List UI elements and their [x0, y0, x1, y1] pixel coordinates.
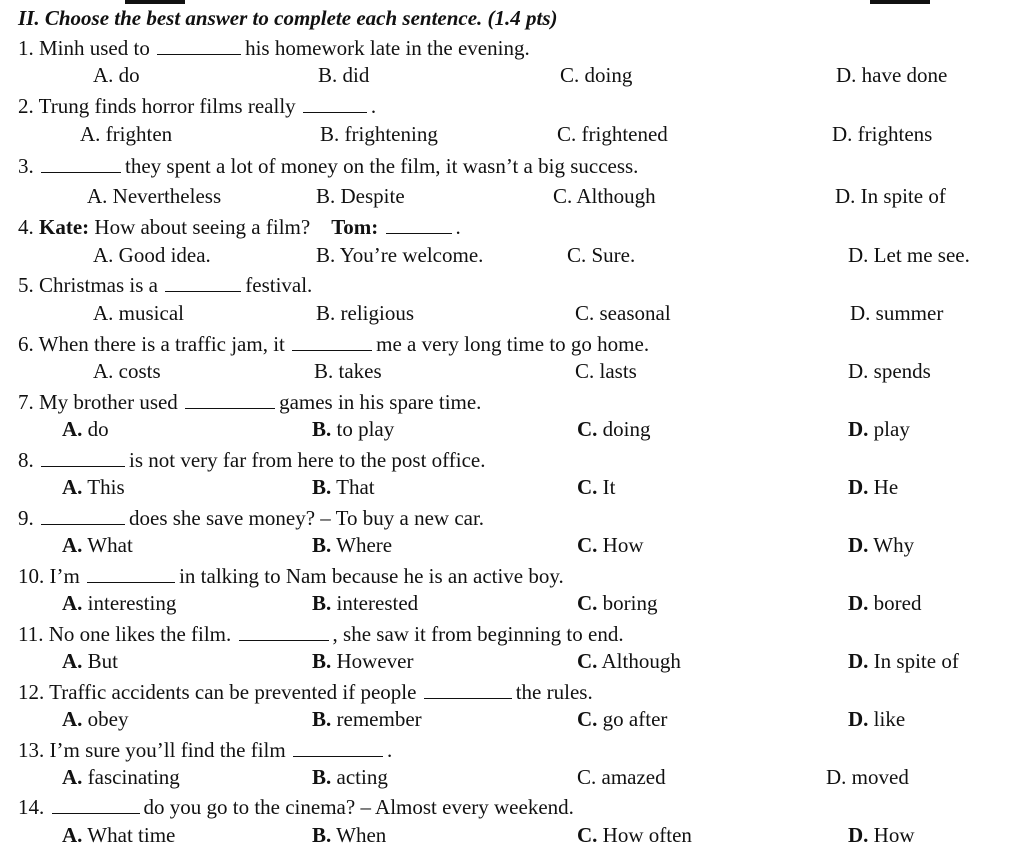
answer-option[interactable] [312, 590, 418, 616]
answer-option[interactable] [848, 590, 922, 616]
question-tail: in talking to Nam because he is an active boy. [179, 564, 564, 588]
option-text: B. takes [314, 359, 382, 383]
question-tail: do you go to the cinema? – Almost every weekend. [143, 795, 574, 819]
answer-option[interactable] [312, 648, 413, 674]
option-text: D. have done [836, 63, 948, 87]
question-stem: 7. My brother used [18, 390, 178, 414]
option-letter: B. [312, 765, 332, 789]
answer-blank[interactable] [185, 388, 275, 409]
answer-option[interactable] [577, 648, 681, 674]
option-text: C. Sure. [567, 243, 636, 267]
option-letter: A. [62, 823, 83, 847]
option-letter: C. [577, 707, 598, 731]
option-text: interesting [87, 591, 177, 615]
speaker-label: Kate: [39, 215, 90, 239]
option-letter: D. [848, 417, 869, 441]
option-text: C. frightened [557, 122, 668, 146]
answer-blank[interactable] [292, 330, 372, 351]
question-stem: 4. [18, 215, 34, 239]
option-letter: A. [62, 417, 83, 441]
answer-blank[interactable] [303, 92, 367, 113]
answer-option[interactable] [836, 62, 947, 88]
answer-option[interactable] [93, 242, 211, 268]
option-text: D. spends [848, 359, 931, 383]
answer-option[interactable] [848, 474, 898, 500]
option-text: boring [602, 591, 658, 615]
option-text: A. frighten [80, 122, 173, 146]
answer-option[interactable] [848, 242, 970, 268]
answer-option[interactable] [314, 358, 382, 384]
option-text: fascinating [87, 765, 180, 789]
question-tail: is not very far from here to the post office. [129, 448, 486, 472]
answer-option[interactable] [567, 242, 635, 268]
answer-option[interactable] [80, 121, 172, 147]
answer-option[interactable] [312, 474, 375, 500]
answer-option[interactable] [62, 764, 180, 790]
question-1 [18, 34, 530, 61]
answer-blank[interactable] [87, 562, 175, 583]
question-8 [18, 446, 486, 473]
answer-option[interactable] [62, 590, 176, 616]
option-letter: C. [577, 475, 598, 499]
option-letter: D. [848, 823, 869, 847]
answer-blank[interactable] [41, 446, 125, 467]
option-letter: D. [848, 591, 869, 615]
answer-blank[interactable] [41, 152, 121, 173]
option-text: acting [336, 765, 388, 789]
option-text: How often [602, 823, 692, 847]
answer-option[interactable] [312, 416, 394, 442]
option-text: D. Let me see. [848, 243, 970, 267]
question-stem: 1. Minh used to [18, 36, 150, 60]
option-text: Although [601, 649, 681, 673]
question-10 [18, 562, 564, 589]
answer-option[interactable] [320, 121, 438, 147]
answer-option[interactable] [826, 764, 909, 790]
option-text: B. Despite [316, 184, 405, 208]
option-letter: D. [848, 649, 869, 673]
option-text: like [873, 707, 906, 731]
answer-blank[interactable] [165, 271, 241, 292]
option-text: D. In spite of [835, 184, 946, 208]
option-text: obey [87, 707, 129, 731]
answer-option[interactable] [832, 121, 932, 147]
option-text: Why [873, 533, 915, 557]
question-tail: . [455, 215, 461, 239]
question-stem: 13. I’m sure you’ll find the film [18, 738, 286, 762]
answer-option[interactable] [577, 706, 667, 732]
answer-option[interactable] [62, 822, 175, 848]
option-text: In spite of [873, 649, 959, 673]
option-text: That [336, 475, 375, 499]
answer-option[interactable] [87, 183, 221, 209]
question-tail: the rules. [515, 680, 593, 704]
answer-option[interactable] [318, 62, 369, 88]
option-letter: C. [577, 823, 598, 847]
answer-option[interactable] [577, 532, 644, 558]
question-stem: 11. No one likes the film. [18, 622, 232, 646]
option-letter: A. [62, 649, 83, 673]
option-text: C. amazed [577, 765, 666, 789]
option-text: bored [873, 591, 922, 615]
option-letter: B. [312, 591, 332, 615]
answer-blank[interactable] [386, 213, 452, 234]
answer-option[interactable] [848, 358, 931, 384]
option-letter: D. [848, 475, 869, 499]
question-tail: , she saw it from beginning to end. [332, 622, 624, 646]
question-6 [18, 330, 649, 357]
question-stem: 9. [18, 506, 34, 530]
question-3 [18, 152, 638, 179]
answer-option[interactable] [312, 706, 422, 732]
answer-option[interactable] [62, 706, 129, 732]
option-letter: A. [62, 765, 83, 789]
option-letter: A. [62, 591, 83, 615]
option-text: C. doing [560, 63, 633, 87]
option-text: C. Although [553, 184, 656, 208]
question-stem: 14. [18, 795, 45, 819]
question-stem: 5. Christmas is a [18, 273, 158, 297]
option-letter: C. [577, 417, 598, 441]
top-border-fragment [125, 0, 185, 4]
option-text: A. costs [93, 359, 161, 383]
answer-option[interactable] [575, 300, 671, 326]
option-text: play [873, 417, 910, 441]
answer-blank[interactable] [424, 678, 512, 699]
answer-option[interactable] [577, 590, 658, 616]
answer-option[interactable] [62, 648, 118, 674]
option-text: go after [602, 707, 668, 731]
option-text: A. Good idea. [93, 243, 211, 267]
answer-option[interactable] [93, 300, 184, 326]
option-text: However [336, 649, 414, 673]
answer-option[interactable] [848, 416, 910, 442]
question-tail: they spent a lot of money on the film, it wasn’t a big success. [125, 154, 639, 178]
option-text: D. frightens [832, 122, 933, 146]
answer-option[interactable] [848, 532, 914, 558]
option-letter: B. [312, 823, 332, 847]
top-border-fragment [870, 0, 930, 4]
option-text: But [87, 649, 119, 673]
section-heading: II. Choose the best answer to complete each sentence. (1.4 pts) [18, 6, 558, 30]
option-text: How [602, 533, 644, 557]
option-letter: A. [62, 475, 83, 499]
option-text: B. frightening [320, 122, 438, 146]
option-text: B. You’re welcome. [316, 243, 484, 267]
question-tail: me a very long time to go home. [376, 332, 650, 356]
answer-option[interactable] [577, 474, 616, 500]
option-letter: C. [577, 591, 598, 615]
question-stem: 2. Trung finds horror films really [18, 94, 296, 118]
option-text: What time [87, 823, 176, 847]
question-7 [18, 388, 481, 415]
answer-option[interactable] [577, 416, 651, 442]
answer-option[interactable] [312, 822, 386, 848]
option-letter: B. [312, 707, 332, 731]
option-letter: D. [848, 533, 869, 557]
option-text: interested [336, 591, 419, 615]
question-14 [18, 793, 574, 820]
answer-option[interactable] [553, 183, 656, 209]
option-letter: D. [848, 707, 869, 731]
option-text: It [602, 475, 616, 499]
answer-option[interactable] [316, 183, 405, 209]
answer-option[interactable] [577, 822, 692, 848]
question-tail: . [370, 94, 377, 118]
question-9 [18, 504, 484, 531]
answer-option[interactable] [557, 121, 668, 147]
question-tail: . [386, 738, 393, 762]
option-letter: C. [577, 649, 598, 673]
option-text: A. musical [93, 301, 184, 325]
question-stem: 10. I’m [18, 564, 80, 588]
answer-option[interactable] [62, 474, 125, 500]
answer-option[interactable] [850, 300, 943, 326]
option-text: A. Nevertheless [87, 184, 222, 208]
question-tail: games in his spare time. [279, 390, 482, 414]
option-text: Where [336, 533, 393, 557]
option-letter: B. [312, 533, 332, 557]
option-text: What [87, 533, 133, 557]
answer-option[interactable] [93, 358, 161, 384]
option-text: remember [336, 707, 422, 731]
answer-option[interactable] [93, 62, 140, 88]
question-tail: his homework late in the evening. [245, 36, 530, 60]
answer-option[interactable] [575, 358, 637, 384]
option-text: C. seasonal [575, 301, 671, 325]
answer-option[interactable] [62, 416, 109, 442]
option-text: B. religious [316, 301, 414, 325]
option-text: D. moved [826, 765, 909, 789]
option-text: C. lasts [575, 359, 637, 383]
option-letter: B. [312, 475, 332, 499]
question-stem: 12. Traffic accidents can be prevented if people [18, 680, 417, 704]
answer-option[interactable] [835, 183, 946, 209]
option-letter: B. [312, 649, 332, 673]
answer-option[interactable] [848, 822, 915, 848]
option-letter: A. [62, 533, 83, 557]
option-text: to play [336, 417, 395, 441]
option-text: doing [602, 417, 651, 441]
question-stem: 8. [18, 448, 34, 472]
option-text: B. did [318, 63, 370, 87]
question-5 [18, 271, 312, 298]
question-tail: does she save money? – To buy a new car. [129, 506, 485, 530]
speaker-line: How about seeing a film? [94, 215, 311, 239]
option-text: When [336, 823, 387, 847]
question-tail: festival. [245, 273, 313, 297]
question-stem: 6. When there is a traffic jam, it [18, 332, 285, 356]
speaker-label: Tom: [331, 215, 379, 239]
answer-option[interactable] [560, 62, 632, 88]
answer-blank[interactable] [239, 620, 329, 641]
option-letter: B. [312, 417, 332, 441]
answer-option[interactable] [577, 764, 666, 790]
answer-option[interactable] [312, 532, 392, 558]
option-text: D. summer [850, 301, 944, 325]
question-11 [18, 620, 624, 647]
option-letter: A. [62, 707, 83, 731]
option-letter: C. [577, 533, 598, 557]
answer-option[interactable] [848, 648, 959, 674]
option-text: A. do [93, 63, 140, 87]
option-text: He [873, 475, 899, 499]
answer-blank[interactable] [157, 34, 241, 55]
option-text: This [87, 475, 125, 499]
answer-option[interactable] [848, 706, 905, 732]
answer-option[interactable] [62, 532, 133, 558]
answer-blank[interactable] [41, 504, 125, 525]
option-text: How [873, 823, 915, 847]
answer-blank[interactable] [52, 793, 140, 814]
option-text: do [87, 417, 109, 441]
question-4 [18, 213, 461, 240]
question-13 [18, 736, 392, 763]
question-2 [18, 92, 376, 119]
answer-option[interactable] [316, 300, 414, 326]
question-12 [18, 678, 593, 705]
answer-option[interactable] [316, 242, 483, 268]
answer-blank[interactable] [293, 736, 383, 757]
answer-option[interactable] [312, 764, 388, 790]
question-stem: 3. [18, 154, 34, 178]
